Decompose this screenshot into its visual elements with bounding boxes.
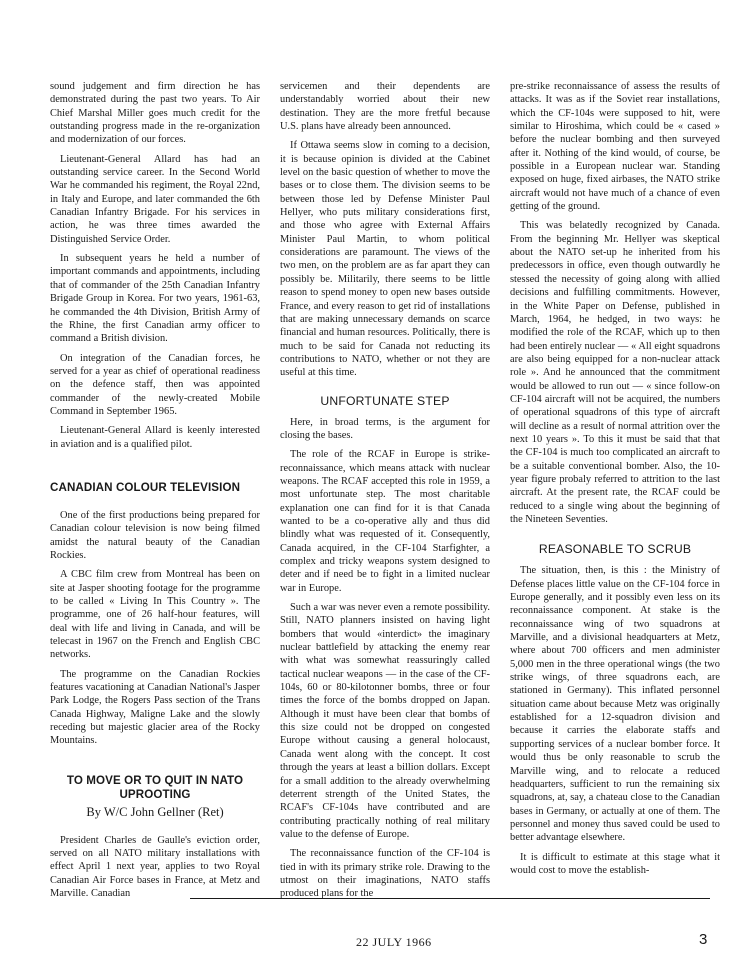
paragraph: Here, in broad terms, is the argument for closing the bases. [280, 416, 490, 441]
paragraph: In subsequent years he held a number of important commands and appointments, including that of commander of the 25th Canadian Infantry Brigade Group in Korea. For two years, 1961-63, he commanded the 4th Division, British Army of the Rhine, the first Canadian army officer to command a British division. [50, 253, 260, 345]
paragraph: The role of the RCAF in Europe is strike-reconnaissance, which means attack with nuclear weapons. The RCAF accepted this role in 1959, a most unfortunate step. The most charitable explanation one can find for it is that Canada wanted to be a co-operative ally and thus did blindly what was requested of it. Consequently, Canada acquired, in the CF-104 Starfighter, a complex and tricky weapons system designed to deter and if need be to fight in a limited nuclear war in Europe. [280, 449, 490, 594]
paragraph: servicemen and their dependents are understandably worried about their new destination. They are the more fretful because U.S. plans have already been announced. [280, 81, 490, 133]
paragraph: It is difficult to estimate at this stage what it would cost to move the establish- [510, 851, 720, 876]
column-2 [280, 80, 490, 907]
paragraph: On integration of the Canadian forces, he served for a year as chief of operational readiness on the defence staff, then was appointed commander of the newly-created Mobile Command in September 1965. [50, 352, 260, 417]
paragraph: A CBC film crew from Montreal has been on site at Jasper shooting footage for the programme to be called « Living In This Country ». The programme, one of 26 half-hour features, will deal with life and living in Canada, and will be telecast in 1967 on the French and English CBC networks. [50, 569, 260, 661]
footer-date: 22 JULY 1966 [356, 935, 432, 949]
paragraph: sound judgement and firm direction he has demonstrated during the past two years. To Air Chief Marshal Miller goes much credit for the outstanding progress made in the re-organization and modernization of our forces. [50, 81, 260, 146]
paragraph: If Ottawa seems slow in coming to a decision, it is because opinion is divided at the Cabinet level on the basic question of whether to move the bases or to close them. The division seems to be between those led by Defense Minister Paul Hellyer, who puts military considerations first, and those who agree with External Affairs Minister Paul Martin, to whom political considerations are paramount. The views of the two men, on the problem are as far apart they can possibly be. Militarily, there seems to be little reason to spend money to open new bases outside France, and every reason to get rid of installations that are making unnecessary demands on scarce financial and human resources. Politically, there is much to be said for Canada not reducting its contributions to NATO, whether or not they are useful at this time. [280, 140, 490, 379]
paragraph: Lieutenant-General Allard has had an outstanding service career. In the Second World War he commanded his regiment, the Royal 22nd, in Italy and Europe, and later commanded the 6th Canadian Infantry Brigade. For his services in action, he was three times awarded the Distinguished Service Order. [50, 153, 260, 245]
paragraph: The situation, then, is this : the Ministry of Defense places little value on the CF-104 force in Europe generally, and it possibly even less on its reconnaissance component. At stake is the reconnaissance wing of two squadrons at Marville, and a divisional headquarters at Metz, where about 700 officers and men administer 5,000 men in the three operational wings (the two strike wings, of three squadrons each, are stationed in Germany). This inflated personnel situation came about because Metz was originally established for a 12-squadron division and because it carries the elaborate staffs and supporting services of a nuclear bomber force. It would thus be only reasonable to scrub the Marville wing, and to relocate a reduced headquarters, sufficient to run the remaining six squadrons, at, say, a chateau close to the Canadian bases in Germany, or actually at one of them. The personnel and money thus saved could be used to better advantage elsewhere. [510, 565, 720, 844]
heading-reasonable-to-scrub: REASONABLE TO SCRUB [538, 542, 692, 557]
paragraph: The programme on the Canadian Rockies features vacationing at Canadian National's Jasper Park Lodge, the Rogers Pass section of the Trans Canada Highway, Maligne Lake and the slowly receding but majestic glacier area of the Rocky Mountains. [50, 668, 260, 747]
heading-to-move-or-to-quit: TO MOVE OR TO QUIT IN NATO UPROOTING [66, 773, 244, 801]
paragraph: The reconnaissance function of the CF-104 is tied in with its primary strike role. Drawing to the utmost on their imaginations, NATO staffs produced plans for the [280, 848, 490, 900]
paragraph: pre-strike reconnaissance of assess the results of attacks. It was as if the Soviet rear installations, which the CF-104s were supposed to hit, were similar to Hiroshima, which could be « cased » before the nuclear bombing and then surveyed after it. Nothing of the kind would, of course, be possible in a European nuclear war. Standing exposed on huge, fixed airbases, the NATO strike aircraft would not have much of a chance of even getting of the ground. [510, 81, 720, 213]
paragraph: Lieutenant-General Allard is keenly interested in aviation and is a qualified pilot. [50, 425, 260, 450]
column-1 [50, 80, 260, 907]
paragraph: One of the first productions being prepared for Canadian colour television is now being filmed amidst the natural beauty of the Canadian Rockies. [50, 509, 260, 561]
byline: By W/C John Gellner (Ret) [86, 804, 224, 819]
paragraph: President Charles de Gaulle's eviction order, served on all NATO military installations with effect April 1 next year, applies to two Royal Canadian Air Force bases in France, at Metz and Marville. Canadian [50, 834, 260, 900]
heading-unfortunate-step: UNFORTUNATE STEP [320, 393, 450, 408]
page-number: 3 [699, 931, 708, 948]
column-3 [510, 80, 720, 883]
paragraph: Such a war was never even a remote possibility. Still, NATO planners insisted on having light bombers that would «interdict» the imaginary nuclear battlefield by attacking the enemy rear with what was somewhat reassuringly called tactical nuclear weapons — in the case of the CF-104s, 60 or 80-kilotonner bombs, three or four times the force of the bombs dropped on Japan. Although it must have been clear that bombs of this size could not be dropped on congested Europe without causing a general holocaust, Canada went along with the concept. It cost through the years at least a billion dollars. Except for a small addition to the already overwhelming deterrent strength of the United States, the RCAF's CF-104s have contributed and are contributing practically nothing of real military value to the defense of Europe. [280, 602, 490, 840]
paragraph: This was belatedly recognized by Canada. From the beginning Mr. Hellyer was skeptical about the NATO set-up he inherited from his predecessors in office, even though outwardly he stessed the necessity of going along with allied decisions and fulfilling commitments. However, in the White Paper on Defense, published in March, 1964, he hedged, in two ways: he modified the role of the RCAF, which up to then had been entirely nuclear — « All eight squadrons are also being equipped for a non-nuclear attack role ». And he announced that the commitment would be allowed to run out — « since follow-on CF-104 aircraft will not be acquired, the numbers of operational squadrons of this type of aircraft will decline as a result of normal attrition over the next 10 years ». To this it must be said that that the CF-104 is much too complicated an aircraft to be a suitable conventional bomber. Also, the 10-year figure probaly referred to attrition to the last aircraft. At the present rate, the RCAF could be reduced to a single wing about the beginning of the Nineteen Seventies. [510, 220, 720, 525]
footer-rule [190, 898, 710, 899]
heading-canadian-colour-television: CANADIAN COLOUR TELEVISION [50, 480, 241, 494]
